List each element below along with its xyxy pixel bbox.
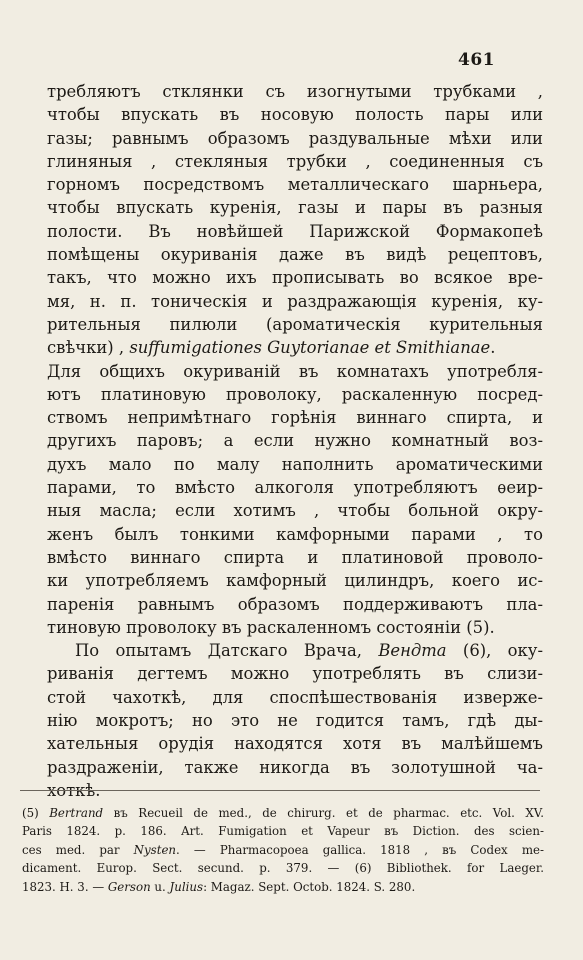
text-line: тиновую проволоку въ раскаленномъ состояніи (5). [47,617,495,637]
text-line: ютъ платиновую проволоку, раскаленную посред- [47,384,543,404]
text-line: помѣщены окуриванія даже въ видѣ рецептовъ, [47,245,543,265]
text-line: требляютъ стклянки съ изогнутыми трубками , [47,82,543,101]
text-line: свѣчки) , suffumigationes Guytorianae et Smithianae. [47,338,496,358]
footnote-line: 1823. H. 3. — Gerson u. Julius: Magaz. Sept. Octob. 1824. S. 280. [22,879,416,894]
text-line: глиняныя , стекляныя трубки , соединенныя съ [47,151,543,171]
text-line: хоткѣ. [47,780,101,800]
text-line: нію мокротъ; но это не годится тамъ, гдѣ ды- [47,711,543,731]
footnote-line: ces med. par Nysten. — Pharmacopoea gallica. 1818 , въ Codex me- [22,842,544,857]
text-line: другихъ паровъ; а если нужно комнатный воз- [47,431,543,451]
footnote-line: (5) Bertrand въ Recueil de med., de chirurg. et de pharmac. etc. Vol. XV. [22,806,544,820]
text-line: чтобы впускать въ носовую полость пары или [47,105,543,125]
page-number: 461 [458,50,495,70]
text-line: парами, то вмѣсто алкоголя употребляютъ ѳеир- [47,478,543,498]
footnote-line: dicament. Europ. Sect. secund. p. 379. — (6) Bibliothek. for Laeger. [22,861,544,876]
text-line: вмѣсто виннаго спирта и платиновой проволо- [47,547,543,567]
text-line: По опытамъ Датскаго Врача, Вендта (6), оку- [75,641,543,661]
text-line: женъ былъ тонкими камфорными парами , то [47,524,543,544]
text-line: хательныя орудія находятся хотя въ малѣйшемъ [47,734,543,754]
footnote-separator [20,790,540,791]
footnotes [22,804,544,896]
text-line: паренія равнымъ образомъ поддерживаютъ пла- [47,594,543,614]
text-line: духъ мало по малу наполнить ароматическими [47,454,543,474]
text-line: такъ, что можно ихъ прописывать во всякое вре- [47,268,543,288]
text-line: риванія дегтемъ можно употреблять въ слизи- [47,664,543,684]
text-line: Для общихъ окуриваній въ комнатахъ употребля- [47,361,543,381]
text-line: ствомъ непримѣтнаго горѣнія виннаго спирта, и [47,408,543,428]
text-line: чтобы впускать куренія, газы и пары въ разныя [47,198,543,218]
text-line: рительныя пилюли (ароматическія курительныя [47,314,543,334]
text-line: стой чахоткѣ, для споспѣшествованія изверже- [47,687,543,707]
text-line: ныя масла; если хотимъ , чтобы больной окру- [47,501,543,521]
main-text [47,80,543,802]
text-line: газы; равнымъ образомъ раздувальные мѣхи или [47,128,543,148]
text-line: полости. Въ новѣйшей Парижской Формакопеѣ [47,221,543,241]
text-line: ки употребляемъ камфорный цилиндръ, коего ис- [47,571,543,591]
footnote-line: Paris 1824. p. 186. Art. Fumigation et Vapeur въ Diction. des scien- [22,824,544,839]
text-line: мя, н. п. тоническія и раздражающія куренія, ку- [47,291,543,311]
text-line: горномъ посредствомъ металлическаго шарньера, [47,175,543,195]
text-line: раздраженіи, также никогда въ золотушной ча- [47,757,543,777]
